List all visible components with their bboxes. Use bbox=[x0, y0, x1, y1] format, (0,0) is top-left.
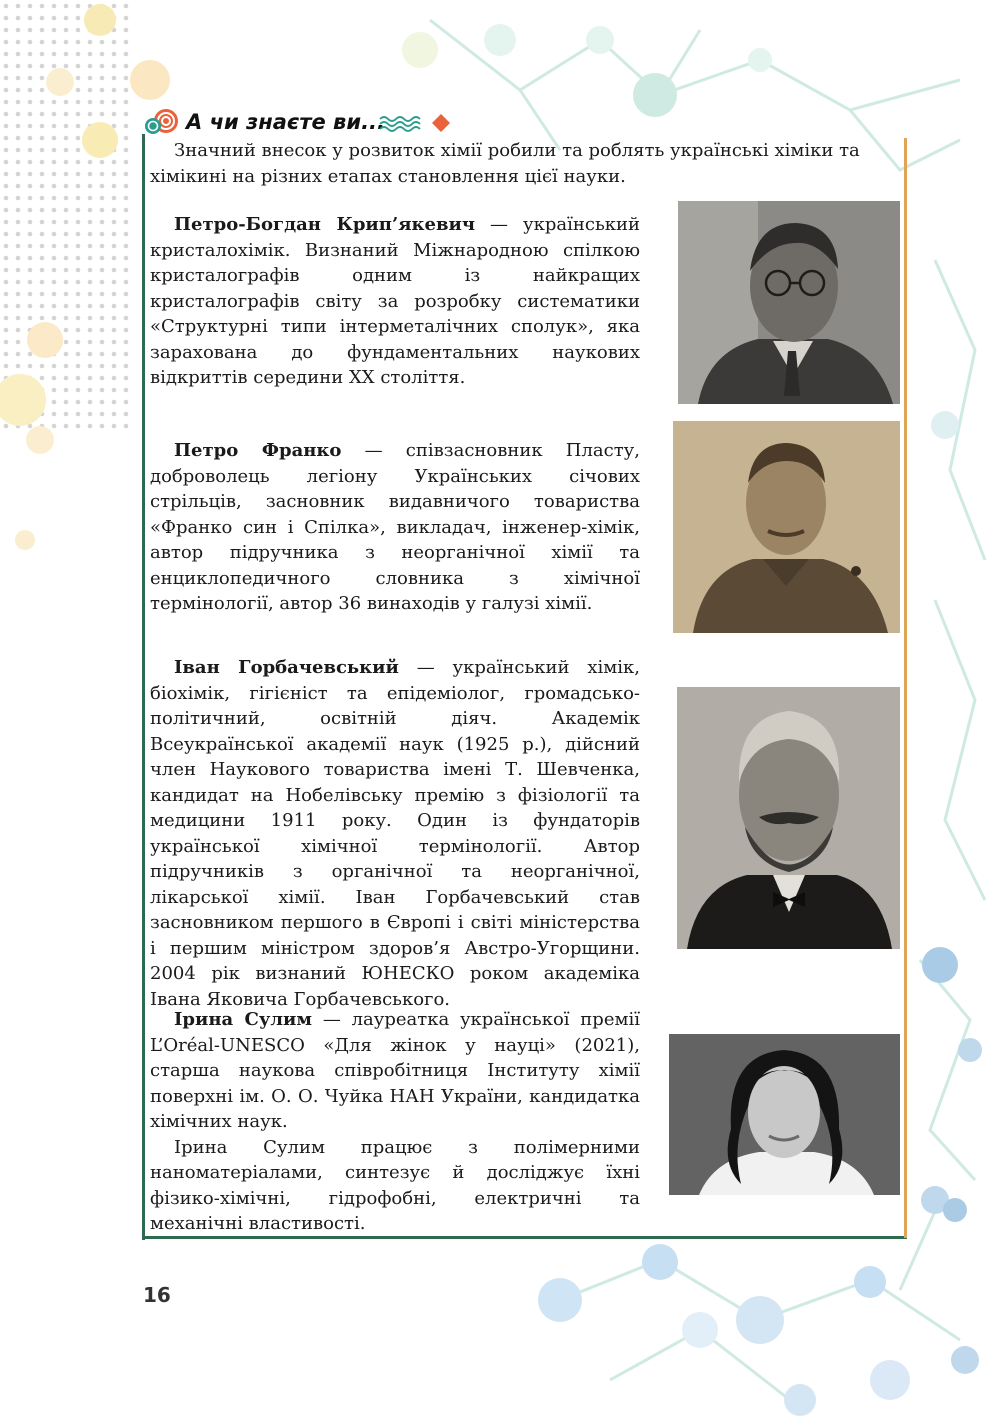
box-title: А чи знаєте ви... bbox=[186, 110, 385, 134]
bio-text: — український кристалохімік. Визнаний Міжнародною спілкою кристалографів одним із найкращих кристалографів світу за розробку систематики «Структурні типи інтерметалічних сполук», яка зарахована до фундаментальних наукових відкриттів середини ХХ століття. bbox=[150, 214, 641, 388]
bio-name: Іван Горбачевський bbox=[174, 657, 399, 678]
bio-text: — лауреатка української премії L’Oréal-UNESCO «Для жінок у науці» (2021), старша наукова співробітниця Інституту хімії поверхні ім. О. О. Чуйка НАН України, кандидатка хімічних наук. bbox=[150, 1009, 640, 1132]
bio-extra-text: Ірина Сулим працює з полімерними наноматеріалами, синтезує й досліджує їхні фізико-хімічні, гідрофобні, електричні та механічні властивості. bbox=[150, 1136, 640, 1234]
bio-name: Петро-Богдан Крип’якевич bbox=[174, 214, 476, 235]
frame-left-border bbox=[142, 134, 145, 1240]
portrait-franko bbox=[673, 421, 900, 633]
portrait-horbachevskyi bbox=[677, 687, 900, 949]
target-badge-icon bbox=[144, 108, 184, 136]
intro-paragraph: Значний внесок у розвиток хімії робили та роблять українські хіміки та хімікині на різних етапах становлення цієї науки. bbox=[150, 140, 860, 187]
page-number: 16 bbox=[143, 1283, 171, 1307]
portrait-krypiakevych bbox=[678, 201, 900, 404]
bio-sulym bbox=[150, 1007, 640, 1237]
did-you-know-heading bbox=[140, 106, 450, 138]
bio-horbachevskyi bbox=[150, 655, 640, 1012]
wave-diamond-decoration-icon bbox=[378, 112, 450, 134]
bio-krypiakevych bbox=[150, 212, 640, 391]
bio-text: — співзасновник Пласту, доброволець легіону Українських січових стрільців, засновник видавничого товариства «Франко син і Спілка», викладач, інженер-хімік, автор підручника з неорганічної хімії та енциклопедичного словника з хімічної термінології, автор 36 винаходів у галузі хімії. bbox=[150, 440, 640, 614]
bio-name: Петро Франко bbox=[174, 440, 342, 461]
bio-franko bbox=[150, 438, 640, 617]
bio-name: Ірина Сулим bbox=[174, 1009, 313, 1030]
portrait-sulym bbox=[669, 1034, 900, 1195]
bio-text: — український хімік, біохімік, гігієніст та епідеміолог, громадсько-політичний, освітній діяч. Академік Всеукраїнської академії наук (1925 р.), дійсний член Наукового товариства імені Т. Шевченка, кандидат на Нобелівську премію з фізіології та медицини 1911 року. Один із фундаторів української хімічної термінології. Автор підручників з органічної та неорганічної, лікарської хімії. Іван Горбачевський став засновником першого в Європі і світі міністерства і першим міністром здоров’я Австро-Угорщини. 2004 рік визнаний ЮНЕСКО роком академіка Івана Яковича Горбачевського. bbox=[150, 657, 640, 1010]
dot-grid-pattern bbox=[4, 4, 129, 429]
frame-right-border bbox=[904, 138, 907, 1238]
